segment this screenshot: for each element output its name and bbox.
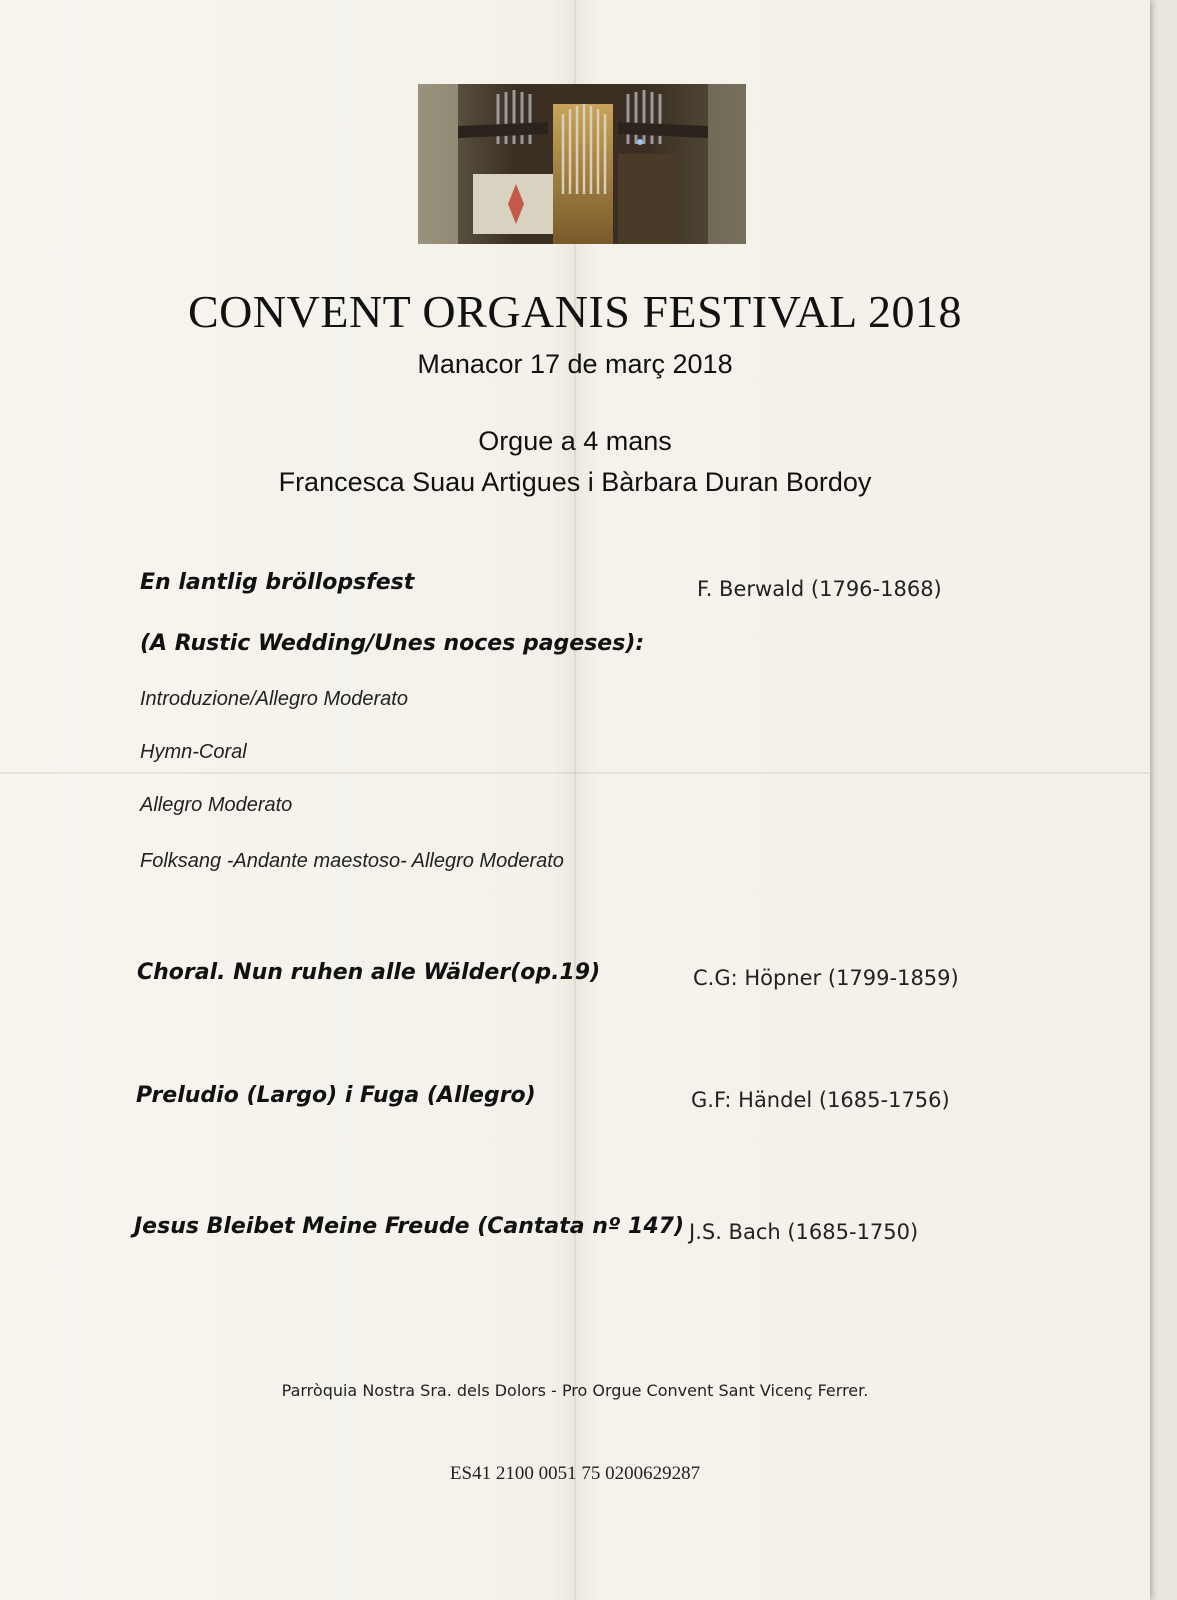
composer-hopner: C.G: Höpner (1799-1859) xyxy=(693,966,959,990)
composer-berwald: F. Berwald (1796-1868) xyxy=(697,577,942,601)
work-title-berwald: En lantlig bröllopsfest xyxy=(140,570,415,595)
movement-item: Allegro Moderato xyxy=(140,794,293,816)
organ-photo xyxy=(418,84,746,244)
movement-item: Introduzione/Allegro Moderato xyxy=(140,688,408,710)
movement-item: Hymn-Coral xyxy=(140,741,247,763)
work-subtitle-berwald: (A Rustic Wedding/Unes noces pageses): xyxy=(140,631,645,656)
work-title-hopner: Choral. Nun ruhen alle Wälder(op.19) xyxy=(137,960,601,985)
movement-item: Folksang -Andante maestoso- Allegro Moderato xyxy=(140,850,564,872)
organ-illustration xyxy=(418,84,746,244)
parish-credit: Parròquia Nostra Sra. dels Dolors - Pro Orgue Convent Sant Vicenç Ferrer. xyxy=(281,1381,869,1400)
concert-date: Manacor 17 de març 2018 xyxy=(417,349,733,379)
work-title-handel: Preludio (Largo) i Fuga (Allegro) xyxy=(136,1083,536,1108)
instrument-label: Orgue a 4 mans xyxy=(478,426,672,456)
composer-bach: J.S. Bach (1685-1750) xyxy=(689,1220,919,1244)
composer-handel: G.F: Händel (1685-1756) xyxy=(691,1088,950,1112)
performers: Francesca Suau Artigues i Bàrbara Duran Bordoy xyxy=(278,467,872,497)
work-title-bach: Jesus Bleibet Meine Freude (Cantata nº 147) xyxy=(134,1214,684,1239)
donation-iban: ES41 2100 0051 75 0200629287 xyxy=(449,1463,701,1484)
festival-title: CONVENT ORGANIS FESTIVAL 2018 xyxy=(188,286,962,337)
